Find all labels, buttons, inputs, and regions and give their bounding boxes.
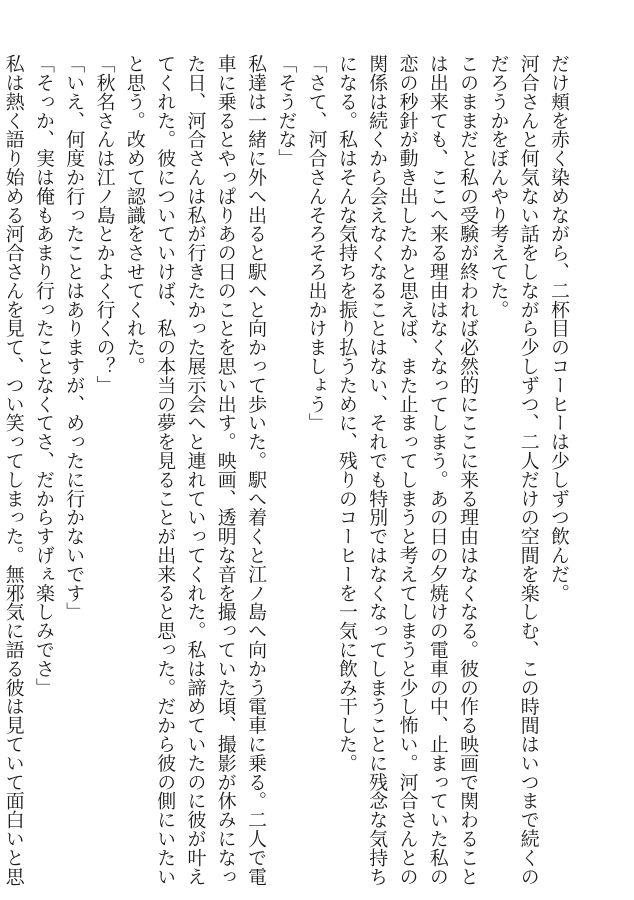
text-line: てくれた。彼についていけば、私の本当の夢を見ることが出来ると思った。だから彼の側にいたい — [154, 54, 177, 886]
dialogue-line: 「さて、河合さんそろそろ出かけましょう」 — [305, 54, 328, 432]
text-line: 私は熱く語り始める河合さんを見て、つい笑ってしまった。無邪気に語る彼は見ていて面白いと思 — [2, 54, 25, 886]
dialogue-line: 「いえ、何度か行ったことはありますが、めったに行かないです」 — [63, 54, 86, 621]
text-line: た日、河合さんは私が行きたかった展示会へと連れていってくれた。私は諦めていたのに彼が叶え — [184, 54, 207, 886]
text-line: だけ頬を赤く染めながら、二杯目のコーヒーは少しずつ飲んだ。 — [548, 54, 570, 603]
text-line: と思う。改めて認識をさせてくれた。 — [123, 54, 146, 376]
text-line: 車に乗るとやっぱりあの日のことを思い出す。映画、透明な音を撮っていた頃、撮影が休みになっ — [214, 54, 237, 886]
dialogue-line: 「そっか、実は俺もあまり行ったことなくてさ、だからすげぇ楽しみでさ」 — [32, 54, 55, 697]
text-line: 関係は続くから会えなくなることはない、それでも特別ではなくなってしまうことに残念な気持ち — [366, 54, 389, 886]
text-line: だろうかをぼんやり考えてた。 — [487, 54, 510, 319]
text-line: は出来ても、ここへ来る理由はなくなってしまう。あの日の夕焼けの電車の中、止まっていた私の — [426, 54, 449, 886]
text-line: になる。私はそんな気持ちを振り払うために、残りのコーヒーを一気に飲み干した。 — [335, 54, 358, 773]
vertical-text-body — [2, 54, 574, 886]
dialogue-line: 「秋名さんは江ノ島とかよく行くの？」 — [93, 54, 116, 395]
dialogue-line: 「そうだな」 — [275, 54, 298, 168]
text-line: 私達は一緒に外へ出ると駅へと向かって歩いた。駅へ着くと江ノ島へ向かう電車に乗る。二人で電 — [245, 54, 268, 886]
text-line: 恋の秒針が動き出したかと思えば、また止まってしまうと考えてしまうと少し怖い。河合さんとの — [396, 54, 419, 886]
text-line: 河合さんと何気ない話をしながら少しずつ、二人だけの空間を楽しむ、この時間はいつまで続くの — [517, 54, 540, 886]
text-line: このままだと私の受験が終われば必然的にここに来る理由はなくなる。彼の作る映画で関わること — [457, 54, 480, 886]
